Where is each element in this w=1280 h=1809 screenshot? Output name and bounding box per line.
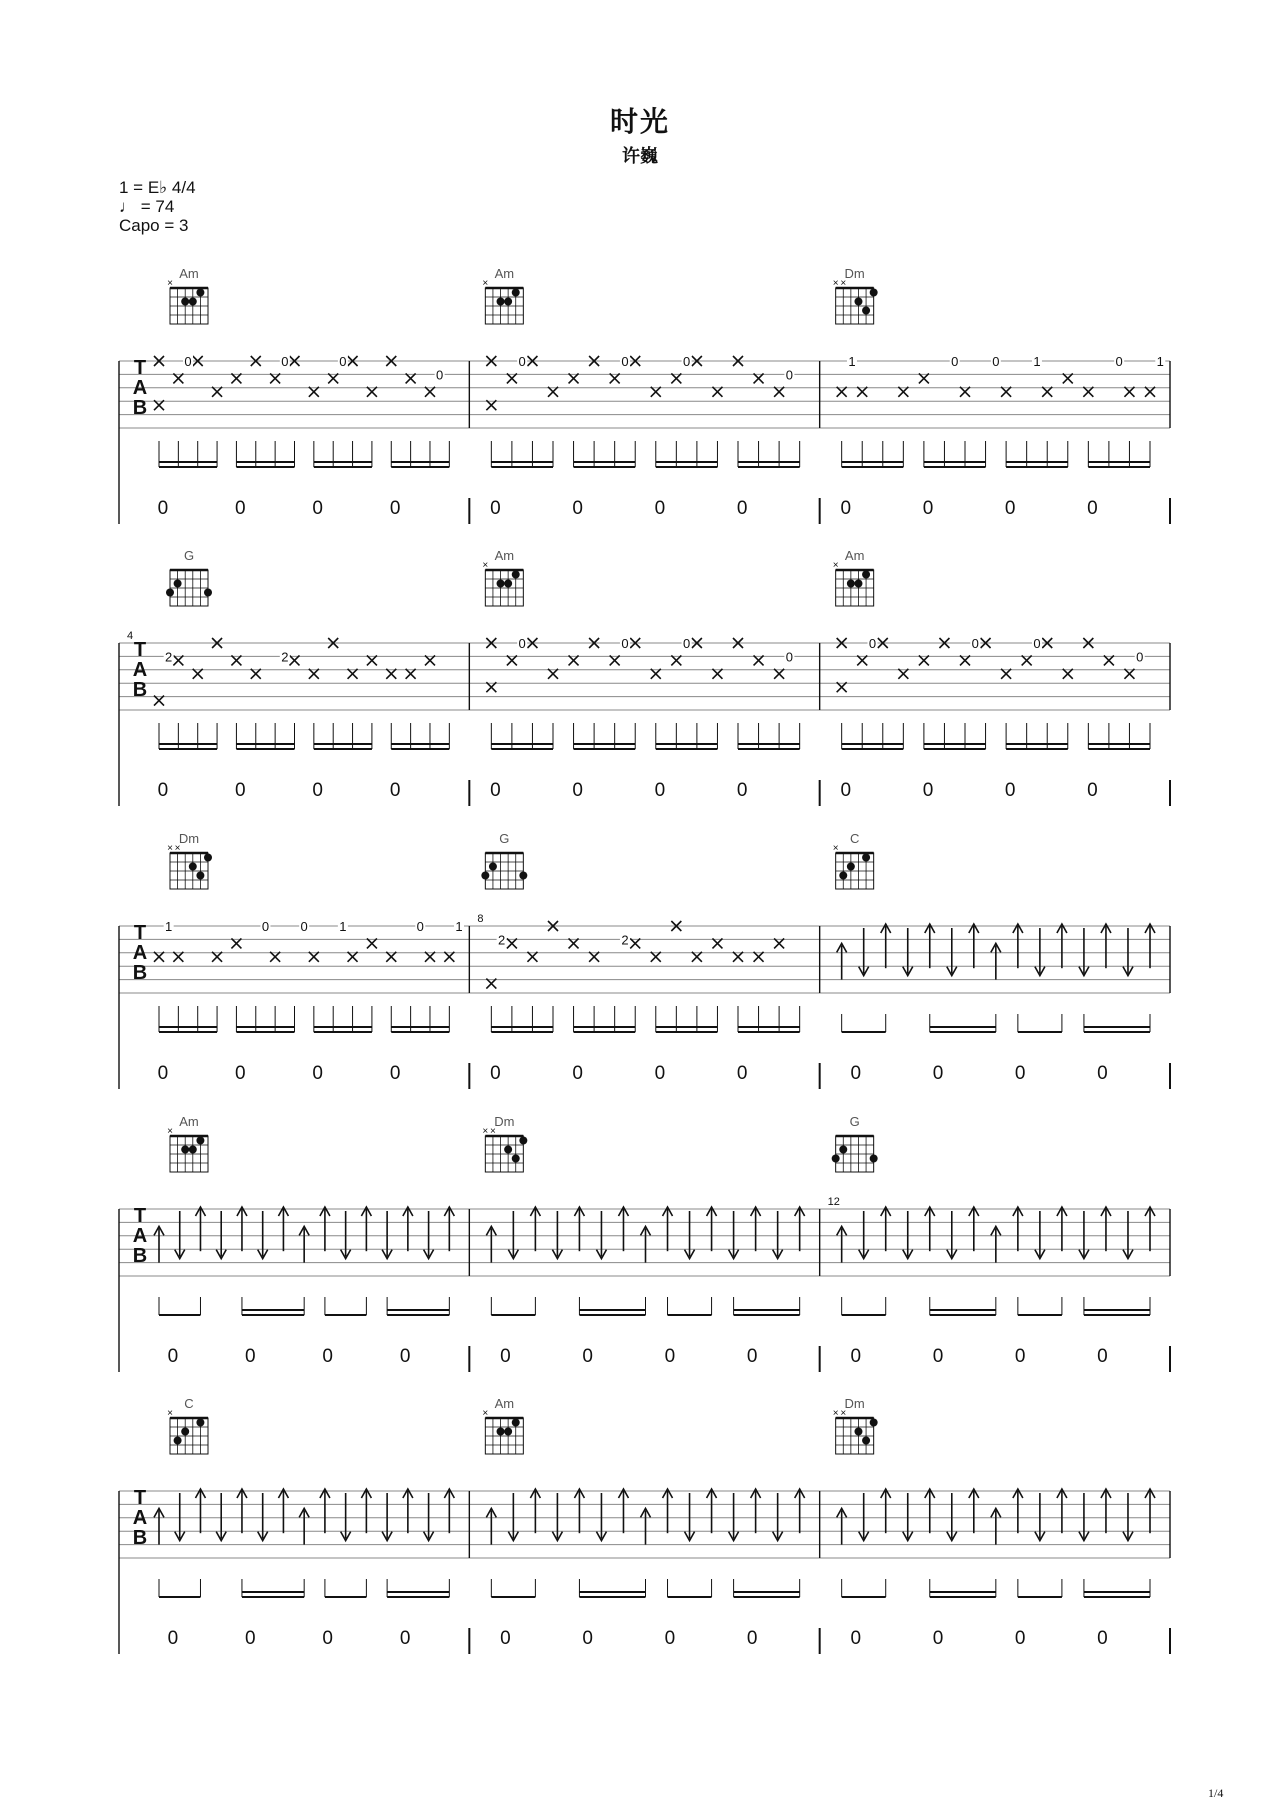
chord-mute: × (167, 843, 173, 854)
bass-note: 0 (490, 498, 501, 519)
chord-name: Am (844, 548, 865, 563)
chord-dot (847, 580, 855, 588)
fret-number: 0 (300, 919, 308, 934)
tab-x-note (348, 952, 358, 962)
bass-note: 0 (245, 1628, 256, 1649)
chord-mute: × (840, 1408, 847, 1419)
bass-note: 0 (1004, 498, 1016, 519)
bass-note: 0 (157, 780, 169, 801)
bass-note: 0 (389, 780, 401, 801)
chord-mute: × (840, 278, 847, 289)
chord-name: G (849, 1114, 860, 1129)
chord-dot (497, 580, 505, 588)
chord-mute: × (832, 278, 839, 289)
measure (482, 266, 799, 519)
tab-x-note (507, 938, 517, 948)
chord-dot (174, 1437, 182, 1445)
bass-note: 0 (850, 1346, 862, 1367)
bass-note: 0 (1087, 498, 1098, 519)
measure (154, 266, 449, 519)
tab-x-note (548, 669, 558, 679)
tab-clef-letter: A (132, 659, 148, 681)
tab-x-note (919, 373, 929, 383)
chord-dot (189, 1146, 197, 1154)
chord-dot (481, 872, 489, 880)
chord-dot (847, 863, 855, 871)
tab-clef-letter: A (132, 1507, 148, 1529)
tab-x-note (173, 952, 183, 962)
chord-dot (839, 872, 847, 880)
measure (482, 548, 799, 801)
capo-marking: Capo = 3 (119, 216, 189, 235)
chord-dot (504, 580, 512, 588)
chord-name: Dm (844, 1396, 865, 1411)
tab-x-note (754, 655, 764, 665)
tab-clef-letter: A (132, 942, 148, 964)
tab-x-note (406, 373, 416, 383)
chord-mute: × (167, 1126, 173, 1137)
tab-x-note (857, 387, 867, 397)
fret-number: 0 (682, 354, 691, 369)
measure (127, 548, 449, 801)
fret-number: 1 (339, 919, 347, 934)
bass-note: 0 (572, 780, 583, 801)
chord-dot (512, 571, 520, 579)
chord-dot (196, 1419, 204, 1427)
chord-dot (181, 298, 189, 306)
tab-clef-letter: T (133, 922, 147, 944)
bass-note: 0 (167, 1628, 179, 1649)
tab-x-note (712, 669, 722, 679)
bass-note: 0 (664, 1346, 676, 1367)
bass-note: 0 (932, 1628, 944, 1649)
key-signature: 1 = E♭ 4/4 (119, 178, 196, 197)
chord-dot (181, 1146, 189, 1154)
tab-clef-letter: B (132, 1527, 148, 1549)
chord-dot (512, 289, 520, 297)
chord-name: C (184, 1396, 194, 1411)
tab-x-note (919, 655, 929, 665)
tab-clef-letter: B (132, 397, 148, 419)
fret-number: 0 (518, 636, 526, 651)
fret-number: 0 (951, 354, 959, 369)
fret-number: 1 (1156, 354, 1164, 369)
tab-staff (119, 1396, 1170, 1654)
tab-x-note (1124, 669, 1134, 679)
tab-x-note (837, 682, 847, 692)
tab-x-note (527, 952, 537, 962)
chord-dot (862, 854, 870, 862)
chord-dot (174, 580, 182, 588)
chord-name: G (499, 831, 510, 846)
tab-x-note (507, 373, 517, 383)
bass-note: 0 (322, 1346, 334, 1367)
tab-x-note (651, 952, 661, 962)
chord-dot (204, 589, 212, 597)
chord-mute: × (167, 278, 173, 289)
bass-note: 0 (389, 1063, 401, 1084)
tab-x-note (960, 655, 970, 665)
tab-x-note (154, 952, 164, 962)
bass-note: 0 (840, 780, 852, 801)
chord-name: Am (494, 548, 515, 563)
fret-number: 2 (165, 649, 173, 665)
tab-x-note (1063, 373, 1073, 383)
tab-x-note (309, 669, 319, 679)
chord-dot (166, 589, 174, 597)
tab-x-note (651, 387, 661, 397)
tab-x-note (309, 387, 319, 397)
tab-x-note (712, 387, 722, 397)
tab-x-note (386, 952, 396, 962)
tab-x-note (712, 938, 722, 948)
bass-note: 0 (1097, 1346, 1108, 1367)
tab-x-note (1022, 655, 1032, 665)
tempo-marking: ♩ = 74 (119, 197, 175, 216)
fret-number: 0 (785, 649, 794, 665)
fret-number: 0 (184, 354, 192, 369)
chord-dot (839, 1146, 847, 1154)
fret-number: 1 (455, 919, 463, 934)
chord-dot (504, 1146, 512, 1154)
fret-number: 0 (1115, 354, 1123, 369)
tab-x-note (1104, 655, 1114, 665)
tab-x-note (212, 387, 222, 397)
tab-x-note (898, 387, 908, 397)
tab-x-note (1063, 669, 1073, 679)
chord-dot (854, 298, 862, 306)
chord-dot (497, 298, 505, 306)
fret-number: 1 (165, 919, 173, 934)
bass-note: 0 (235, 498, 246, 519)
tab-x-note (231, 373, 241, 383)
bass-note: 0 (157, 498, 169, 519)
fret-number: 0 (971, 636, 979, 651)
measure (477, 831, 799, 1084)
chord-name: Dm (844, 266, 865, 281)
chord-mute: × (482, 278, 489, 289)
tab-x-note (425, 655, 435, 665)
bass-note: 0 (850, 1628, 862, 1649)
bass-note: 0 (312, 1063, 324, 1084)
tab-x-note (837, 387, 847, 397)
tab-x-note (1124, 387, 1134, 397)
bass-note: 0 (399, 1346, 411, 1367)
measure-number: 12 (827, 1196, 840, 1208)
measure (154, 1396, 454, 1649)
bass-note: 0 (490, 780, 501, 801)
tab-x-note (774, 938, 784, 948)
bass-note: 0 (582, 1628, 593, 1649)
fret-number: 1 (1033, 354, 1041, 369)
tab-x-note (898, 669, 908, 679)
tab-x-note (173, 655, 183, 665)
tab-x-note (289, 655, 299, 665)
chord-dot (196, 872, 204, 880)
tab-x-note (154, 696, 164, 706)
chord-name: Am (179, 266, 199, 281)
chord-dot (204, 854, 212, 862)
tab-clef-letter: A (132, 1225, 148, 1247)
tab-x-note (367, 655, 377, 665)
chord-mute: × (832, 560, 839, 571)
tab-x-note (1083, 387, 1093, 397)
measure (833, 1396, 1155, 1649)
fret-number: 0 (518, 354, 526, 369)
bass-note: 0 (736, 780, 748, 801)
tab-x-note (173, 373, 183, 383)
fret-number: 0 (436, 367, 444, 383)
fret-number: 0 (1033, 636, 1041, 651)
bass-note: 0 (850, 1063, 862, 1084)
bass-note: 0 (736, 1063, 748, 1084)
chord-mute: × (482, 1408, 489, 1419)
fret-number: 0 (785, 367, 794, 383)
fret-number: 1 (848, 354, 856, 369)
tab-x-note (548, 387, 558, 397)
tab-x-note (774, 669, 784, 679)
bass-note: 0 (572, 1063, 583, 1084)
bass-note: 0 (654, 1063, 666, 1084)
fret-number: 2 (621, 932, 629, 948)
tab-x-note (960, 387, 970, 397)
measure (833, 266, 1166, 519)
measure (482, 1396, 804, 1649)
tab-x-note (671, 655, 681, 665)
tab-x-note (486, 682, 496, 692)
chord-dot (497, 1428, 505, 1436)
tab-x-note (444, 952, 454, 962)
fret-number: 0 (621, 354, 629, 369)
tab-x-note (193, 669, 203, 679)
chord-dot (519, 1137, 527, 1145)
tab-clef-letter: A (132, 377, 148, 399)
chord-dot (862, 307, 870, 315)
page-number: 1/4 (1208, 1786, 1224, 1800)
tab-x-note (328, 373, 338, 383)
tab-clef-letter: T (133, 1205, 147, 1227)
tab-clef-letter: T (133, 639, 147, 661)
chord-dot (504, 298, 512, 306)
bass-note: 0 (664, 1628, 676, 1649)
bass-note: 0 (1014, 1628, 1026, 1649)
chord-dot (196, 1137, 204, 1145)
song-title: 时光 (609, 105, 670, 138)
tab-x-note (1042, 387, 1052, 397)
chord-dot (519, 872, 527, 880)
bass-note: 0 (932, 1346, 944, 1367)
chord-dot (512, 1419, 520, 1427)
chord-name: C (849, 831, 860, 846)
fret-number: 2 (497, 932, 506, 948)
bass-note: 0 (490, 1063, 501, 1084)
tab-x-note (569, 373, 579, 383)
tab-x-note (251, 669, 261, 679)
bass-note: 0 (746, 1346, 758, 1367)
tab-clef-letter: B (132, 679, 148, 701)
bass-note: 0 (932, 1063, 944, 1084)
tab-x-note (309, 952, 319, 962)
tab-x-note (569, 655, 579, 665)
bass-note: 0 (572, 498, 583, 519)
bass-note: 0 (1014, 1346, 1026, 1367)
measure (833, 548, 1150, 801)
tab-x-note (212, 952, 222, 962)
tab-x-note (610, 373, 620, 383)
tab-clef-letter: T (133, 1487, 147, 1509)
measure (154, 1114, 454, 1367)
tab-staff (119, 831, 1170, 1089)
song-artist: 许巍 (622, 146, 658, 167)
fret-number: 0 (261, 919, 270, 934)
tab-x-note (348, 669, 358, 679)
chord-dot (189, 863, 197, 871)
measure-number: 8 (477, 913, 484, 925)
fret-number: 0 (992, 354, 1000, 369)
tab-x-note (651, 669, 661, 679)
bass-note: 0 (654, 780, 666, 801)
bass-note: 0 (312, 780, 324, 801)
bass-note: 0 (654, 498, 666, 519)
tab-clef-letter: T (133, 357, 147, 379)
chord-name: Am (179, 1114, 199, 1129)
measure (482, 1114, 804, 1367)
bass-note: 0 (840, 498, 852, 519)
bass-note: 0 (1097, 1628, 1108, 1649)
tab-x-note (507, 655, 517, 665)
tab-x-note (754, 373, 764, 383)
chord-name: Am (494, 266, 515, 281)
tab-x-note (486, 979, 496, 989)
tab-x-note (367, 938, 377, 948)
bass-note: 0 (922, 498, 934, 519)
bass-note: 0 (235, 780, 246, 801)
tab-x-note (270, 952, 280, 962)
chord-name: G (183, 548, 195, 563)
chord-name: Dm (494, 1114, 515, 1129)
chord-mute: × (482, 560, 489, 571)
fret-number: 0 (1136, 649, 1144, 665)
bass-note: 0 (736, 498, 748, 519)
bass-note: 0 (1097, 1063, 1108, 1084)
measure (154, 831, 464, 1084)
tab-clef-letter: B (132, 962, 148, 984)
chord-mute: × (174, 843, 181, 854)
fret-number: 0 (868, 636, 877, 651)
fret-number: 2 (281, 649, 289, 665)
tab-x-note (1001, 387, 1011, 397)
bass-note: 0 (1014, 1063, 1026, 1084)
chord-dot (181, 1428, 189, 1436)
tab-staff (119, 548, 1170, 806)
tab-x-note (754, 952, 764, 962)
tab-x-note (270, 373, 280, 383)
tab-x-note (630, 938, 640, 948)
bass-note: 0 (500, 1346, 511, 1367)
tab-x-note (231, 938, 241, 948)
tab-x-note (154, 400, 164, 410)
tab-x-note (671, 373, 681, 383)
chord-mute: × (832, 843, 839, 854)
bass-note: 0 (746, 1628, 758, 1649)
fret-number: 0 (281, 354, 289, 369)
tab-x-note (857, 655, 867, 665)
chord-mute: × (490, 1126, 496, 1137)
bass-note: 0 (500, 1628, 511, 1649)
chord-dot (870, 289, 878, 297)
tab-x-note (386, 669, 396, 679)
bass-note: 0 (582, 1346, 593, 1367)
chord-mute: × (167, 1408, 173, 1419)
chord-dot (512, 1155, 520, 1163)
chord-mute: × (832, 1408, 839, 1419)
chord-dot (832, 1155, 840, 1163)
tab-x-note (589, 952, 599, 962)
tab-x-note (692, 952, 702, 962)
tab-staff (119, 266, 1170, 524)
tab-x-note (774, 387, 784, 397)
tab-x-note (425, 952, 435, 962)
tab-x-note (1001, 669, 1011, 679)
bass-note: 0 (312, 498, 324, 519)
bass-note: 0 (922, 780, 934, 801)
bass-note: 0 (157, 1063, 169, 1084)
tab-x-note (610, 655, 620, 665)
fret-number: 0 (621, 636, 629, 651)
tab-clef-letter: B (132, 1245, 148, 1267)
bass-note: 0 (167, 1346, 179, 1367)
fret-number: 0 (416, 919, 424, 934)
chord-mute: × (482, 1126, 489, 1137)
tab-x-note (733, 952, 743, 962)
bass-note: 0 (1004, 780, 1016, 801)
bass-note: 0 (235, 1063, 246, 1084)
chord-dot (489, 863, 497, 871)
tab-x-note (486, 400, 496, 410)
bass-note: 0 (1087, 780, 1098, 801)
chord-dot (504, 1428, 512, 1436)
tab-x-note (1145, 387, 1155, 397)
chord-dot (196, 289, 204, 297)
fret-number: 0 (339, 354, 347, 369)
chord-dot (854, 580, 862, 588)
chord-dot (189, 298, 197, 306)
chord-dot (870, 1419, 878, 1427)
chord-dot (862, 1437, 870, 1445)
bass-note: 0 (399, 1628, 411, 1649)
tab-x-note (569, 938, 579, 948)
tab-x-note (231, 655, 241, 665)
bass-note: 0 (322, 1628, 334, 1649)
fret-number: 0 (682, 636, 691, 651)
bass-note: 0 (389, 498, 401, 519)
chord-dot (862, 571, 870, 579)
measure (833, 831, 1155, 1084)
measure-number: 4 (127, 630, 134, 642)
chord-name: Am (494, 1396, 515, 1411)
tab-x-note (406, 669, 416, 679)
tab-staff (119, 1114, 1170, 1372)
bass-note: 0 (245, 1346, 256, 1367)
tab-x-note (425, 387, 435, 397)
chord-name: Dm (178, 831, 200, 846)
tab-x-note (367, 387, 377, 397)
measure (828, 1114, 1155, 1367)
chord-dot (870, 1155, 878, 1163)
chord-dot (854, 1428, 862, 1436)
